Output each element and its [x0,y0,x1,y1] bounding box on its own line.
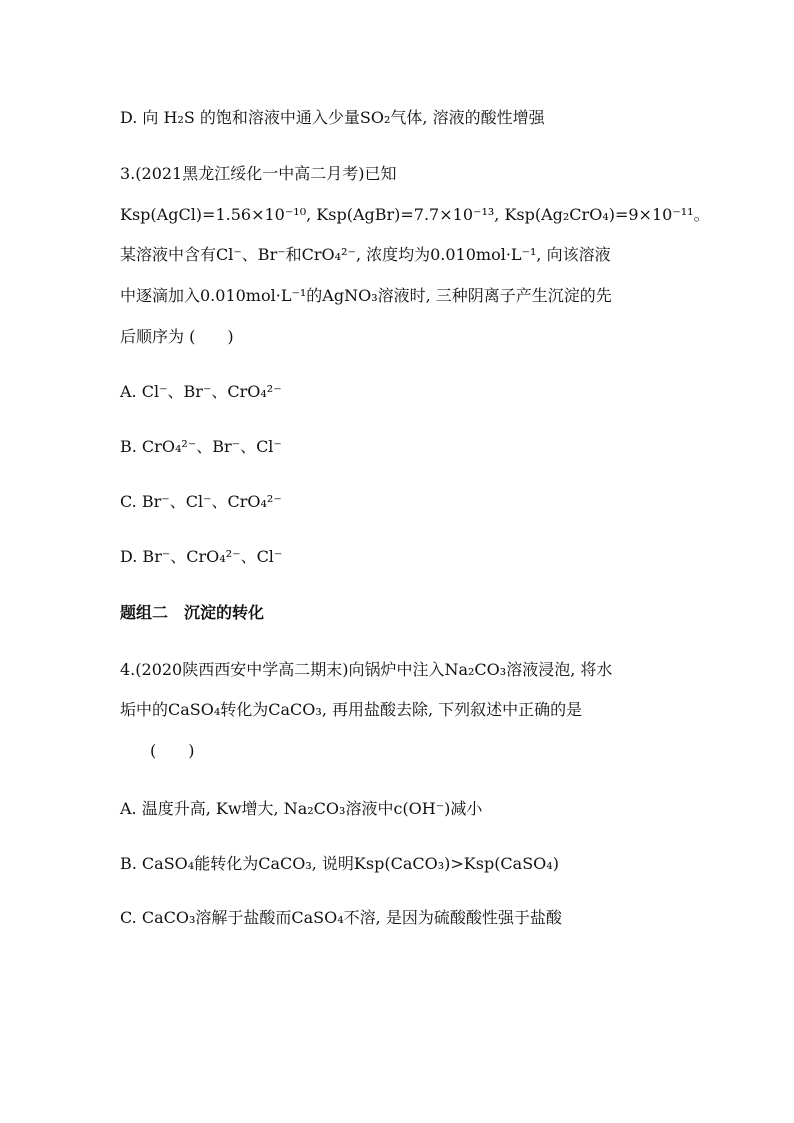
group2-title: 题组二 沉淀的转化 [120,603,265,622]
q3-option-a: A. Cl⁻、Br⁻、CrO₄²⁻ [120,382,282,401]
q3-stem-line3: 某溶液中含有Cl⁻、Br⁻和CrO₄²⁻, 浓度均为0.010mol·L⁻¹, 向该溶液 [120,245,611,264]
q4-option-a: A. 温度升高, Kw增大, Na₂CO₃溶液中c(OH⁻)减小 [120,799,483,818]
q4-option-c: C. CaCO₃溶解于盐酸而CaSO₄不溶, 是因为硫酸酸性强于盐酸 [120,908,562,927]
q3-stem-line1: 3.(2021黑龙江绥化一中高二月考)已知 [120,164,397,183]
q4-option-b: B. CaSO₄能转化为CaCO₃, 说明Ksp(CaCO₃)>Ksp(CaSO₄) [120,854,559,873]
q4-stem-line2: 垢中的CaSO₄转化为CaCO₃, 再用盐酸去除, 下列叙述中正确的是 [120,700,583,719]
q4-stem-line1: 4.(2020陕西西安中学高二期末)向锅炉中注入Na₂CO₃溶液浸泡, 将水 [120,660,613,679]
q3-option-d: D. Br⁻、CrO₄²⁻、Cl⁻ [120,547,283,566]
q4-stem-line3: ( ) [150,741,195,760]
q3-stem-line5: 后顺序为 ( ) [120,327,234,346]
q3-stem-line4: 中逐滴加入0.010mol·L⁻¹的AgNO₃溶液时, 三种阴离子产生沉淀的先 [120,286,612,305]
q2-option-d: D. 向 H₂S 的饱和溶液中通入少量SO₂气体, 溶液的酸性增强 [120,108,545,127]
q3-ksp-line: Ksp(AgCl)=1.56×10⁻¹⁰, Ksp(AgBr)=7.7×10⁻¹³, Ksp(Ag₂CrO₄)=9×10⁻¹¹。 [120,205,710,224]
q3-option-c: C. Br⁻、Cl⁻、CrO₄²⁻ [120,492,282,511]
q3-option-b: B. CrO₄²⁻、Br⁻、Cl⁻ [120,437,282,456]
